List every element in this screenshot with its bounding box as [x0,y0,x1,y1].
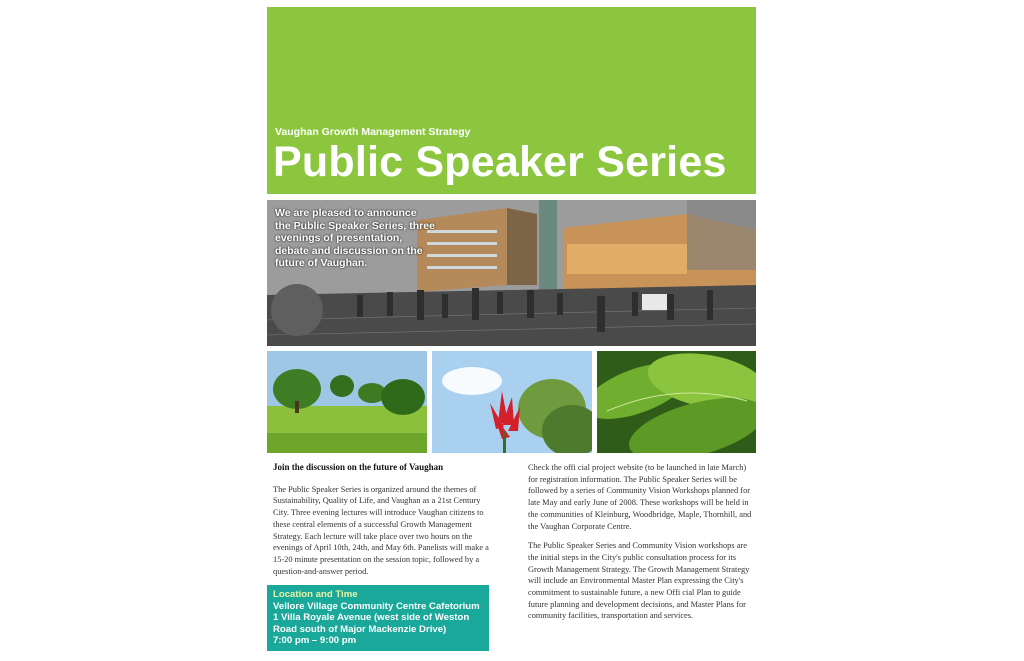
title-banner [267,7,756,194]
green-leaves-illustration [597,351,756,453]
discussion-heading: Join the discussion on the future of Vaughan [273,462,444,472]
location-time: 7:00 pm – 9:00 pm [273,635,357,647]
right-paragraph-1: Check the offi cial project website (to be launched in late March) for registration information. The Public Speaker Series will be followed by a series of Community Vision Workshops planned for late May and early June of 2008. These workshops will be held in the communities of Kleinburg, Woodbridge, Maple, Thornhill, and the Vaughan Corporate Centre. [528,463,752,531]
green-leaves-image [597,351,756,453]
hero-caption: We are pleased to announce the Public Speaker Series, three evenings of presentation, debate and discussion on the future of Vaughan. [275,207,435,269]
location-heading: Location and Time [273,589,358,600]
hero-image [267,200,756,346]
park-trees-illustration [267,351,427,453]
red-flower-illustration [432,351,592,453]
location-venue: Vellore Village Community Centre Cafetorium [273,600,480,612]
poster [267,7,756,657]
location-address: 1 Villa Royale Avenue (west side of Weston Road south of Major Mackenzie Drive) [273,612,470,635]
banner-title: Public Speaker Series [273,138,727,186]
location-box [267,585,489,651]
right-column [528,462,752,630]
park-trees-image [267,351,427,453]
left-column [273,462,495,585]
banner-subtitle: Vaughan Growth Management Strategy [275,126,471,138]
left-body-paragraph: The Public Speaker Series is organized around the themes of Sustainability, Quality of Life, and Vaughan as a 21st Century City. Three evening lectures will introduce Vaughan citizens to these central elements of a successful Growth Management Strategy. Each lecture will take place over two hours on the evenings of April 10th, 24th, and May 6th. Panelists will make a 15-20 minute presentation on the session topic, followed by a question-and-answer period. [273,484,489,576]
red-flower-image [432,351,592,453]
right-paragraph-2: The Public Speaker Series and Community Vision workshops are the initial steps in the City's public consultation process for its Growth Management Strategy. The Growth Management Strategy will include an Environmental Master Plan expressing the City's commitment to sustainable future, a new Offi cial Plan to guide future planning and development decisions, and Master Plans for community facilities, transportation and services. [528,541,750,621]
